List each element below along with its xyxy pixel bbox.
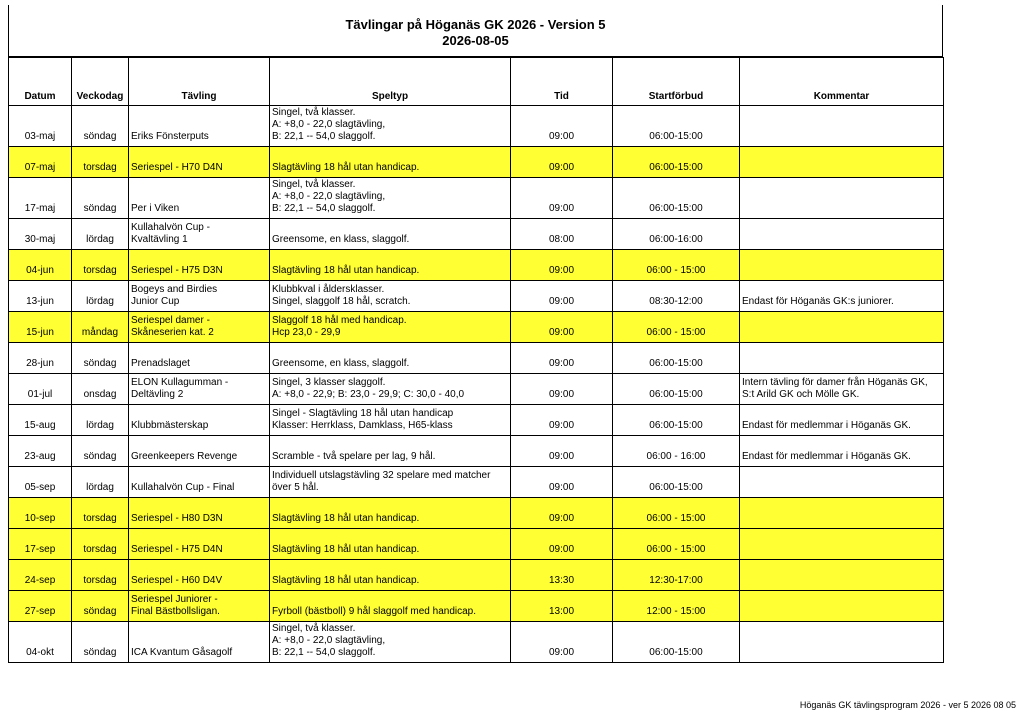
col-veckodag: Veckodag	[72, 58, 129, 106]
cell-tavling-line: Prenadslaget	[131, 358, 190, 369]
cell-tavling	[129, 281, 270, 312]
cell-tavling-line: Final Bästbollsligan.	[131, 606, 220, 617]
schedule-sheet	[8, 5, 943, 663]
table-row	[9, 405, 944, 436]
cell-tid: 09:00	[511, 436, 613, 467]
cell-datum: 23-aug	[9, 436, 72, 467]
table-row	[9, 250, 944, 281]
cell-kommentar-line: S:t Arild GK och Mölle GK.	[742, 389, 860, 400]
table-row	[9, 312, 944, 343]
cell-kommentar-line: Endast för Höganäs GK:s juniorer.	[742, 296, 894, 307]
cell-kommentar-line: Intern tävling för damer från Höganäs GK,	[742, 377, 928, 388]
cell-datum: 30-maj	[9, 219, 72, 250]
table-row	[9, 106, 944, 147]
cell-tavling	[129, 560, 270, 591]
cell-speltyp-line: B: 22,1 -- 54,0 slaggolf.	[272, 203, 376, 214]
cell-veckodag: lördag	[72, 281, 129, 312]
cell-speltyp	[270, 147, 511, 178]
cell-kommentar	[740, 343, 944, 374]
cell-kommentar	[740, 219, 944, 250]
cell-tavling-line: ELON Kullagumman -	[131, 377, 229, 388]
cell-startforbud: 06:00-15:00	[613, 622, 740, 663]
cell-veckodag: söndag	[72, 436, 129, 467]
cell-speltyp-line: Singel, två klasser.	[272, 107, 356, 118]
cell-tavling-line: Seriespel - H75 D3N	[131, 265, 223, 276]
table-row	[9, 560, 944, 591]
cell-speltyp	[270, 498, 511, 529]
cell-speltyp-line: Klasser: Herrklass, Damklass, H65-klass	[272, 420, 453, 431]
cell-datum: 07-maj	[9, 147, 72, 178]
cell-speltyp	[270, 312, 511, 343]
cell-startforbud: 06:00 - 16:00	[613, 436, 740, 467]
table-row	[9, 498, 944, 529]
cell-startforbud: 06:00-16:00	[613, 219, 740, 250]
cell-tavling	[129, 498, 270, 529]
cell-speltyp-line: Slagtävling 18 hål utan handicap.	[272, 544, 420, 555]
cell-speltyp	[270, 560, 511, 591]
cell-tavling	[129, 591, 270, 622]
cell-tavling	[129, 405, 270, 436]
col-speltyp: Speltyp	[270, 58, 511, 106]
cell-kommentar	[740, 106, 944, 147]
cell-tavling	[129, 250, 270, 281]
table-row	[9, 178, 944, 219]
cell-tavling-line: Skåneserien kat. 2	[131, 327, 214, 338]
table-row	[9, 591, 944, 622]
cell-tavling	[129, 106, 270, 147]
cell-speltyp	[270, 374, 511, 405]
cell-tavling	[129, 178, 270, 219]
cell-kommentar-line: Endast för medlemmar i Höganäs GK.	[742, 420, 911, 431]
cell-tavling	[129, 436, 270, 467]
cell-veckodag: torsdag	[72, 147, 129, 178]
cell-tid: 09:00	[511, 622, 613, 663]
cell-speltyp	[270, 178, 511, 219]
cell-tavling-line: Junior Cup	[131, 296, 180, 307]
sheet-header	[8, 5, 943, 57]
cell-tavling-line: Seriespel Juniorer -	[131, 594, 218, 605]
cell-datum: 05-sep	[9, 467, 72, 498]
cell-speltyp-line: Slagtävling 18 hål utan handicap.	[272, 513, 420, 524]
cell-tavling	[129, 219, 270, 250]
cell-speltyp-line: Klubbkval i åldersklasser.	[272, 284, 385, 295]
cell-speltyp	[270, 343, 511, 374]
sheet-date: 2026-08-05	[442, 33, 509, 48]
cell-startforbud: 06:00 - 15:00	[613, 312, 740, 343]
cell-speltyp-line: Slagtävling 18 hål utan handicap.	[272, 575, 420, 586]
cell-tavling	[129, 312, 270, 343]
cell-datum: 28-jun	[9, 343, 72, 374]
cell-tid: 08:00	[511, 219, 613, 250]
table-row	[9, 529, 944, 560]
cell-veckodag: söndag	[72, 178, 129, 219]
cell-tavling-line: Seriespel damer -	[131, 315, 210, 326]
cell-tid: 09:00	[511, 374, 613, 405]
cell-startforbud: 08:30-12:00	[613, 281, 740, 312]
cell-startforbud: 12:00 - 15:00	[613, 591, 740, 622]
table-row	[9, 467, 944, 498]
cell-speltyp-line: B: 22,1 -- 54,0 slaggolf.	[272, 647, 376, 658]
cell-tid: 13:00	[511, 591, 613, 622]
cell-datum: 15-jun	[9, 312, 72, 343]
cell-veckodag: söndag	[72, 591, 129, 622]
cell-tavling-line: Seriespel - H80 D3N	[131, 513, 223, 524]
cell-tid: 09:00	[511, 147, 613, 178]
cell-speltyp-line: Singel, två klasser.	[272, 623, 356, 634]
header-row	[9, 58, 944, 106]
cell-tavling-line: Per i Viken	[131, 203, 180, 214]
cell-tavling	[129, 147, 270, 178]
cell-tavling	[129, 529, 270, 560]
cell-startforbud: 06:00-15:00	[613, 467, 740, 498]
cell-kommentar	[740, 498, 944, 529]
schedule-table	[8, 57, 944, 663]
cell-tid: 13:30	[511, 560, 613, 591]
cell-tid: 09:00	[511, 498, 613, 529]
cell-tid: 09:00	[511, 250, 613, 281]
cell-kommentar	[740, 560, 944, 591]
cell-speltyp-line: A: +8,0 - 22,0 slagtävling,	[272, 191, 386, 202]
cell-veckodag: torsdag	[72, 529, 129, 560]
cell-datum: 15-aug	[9, 405, 72, 436]
cell-tavling-line: Seriespel - H70 D4N	[131, 162, 223, 173]
cell-startforbud: 06:00-15:00	[613, 178, 740, 219]
cell-speltyp-line: Fyrboll (bästboll) 9 hål slaggolf med handicap.	[272, 606, 476, 617]
cell-datum: 01-jul	[9, 374, 72, 405]
cell-speltyp-line: Slagtävling 18 hål utan handicap.	[272, 265, 420, 276]
cell-startforbud: 06:00-15:00	[613, 405, 740, 436]
cell-tid: 09:00	[511, 281, 613, 312]
cell-tavling-line: Kullahalvön Cup -	[131, 222, 210, 233]
table-row	[9, 343, 944, 374]
cell-speltyp	[270, 281, 511, 312]
cell-speltyp-line: A: +8,0 - 22,9; B: 23,0 - 29,9; C: 30,0 - 40,0	[272, 389, 465, 400]
cell-speltyp	[270, 436, 511, 467]
cell-tid: 09:00	[511, 343, 613, 374]
table-row	[9, 374, 944, 405]
cell-startforbud: 06:00 - 15:00	[613, 529, 740, 560]
cell-datum: 27-sep	[9, 591, 72, 622]
col-tid: Tid	[511, 58, 613, 106]
cell-speltyp	[270, 106, 511, 147]
cell-datum: 13-jun	[9, 281, 72, 312]
cell-speltyp	[270, 591, 511, 622]
cell-tavling	[129, 622, 270, 663]
cell-veckodag: torsdag	[72, 560, 129, 591]
cell-tid: 09:00	[511, 312, 613, 343]
cell-speltyp	[270, 219, 511, 250]
cell-speltyp-line: Slaggolf 18 hål med handicap.	[272, 315, 407, 326]
cell-startforbud: 06:00-15:00	[613, 106, 740, 147]
cell-speltyp-line: Greensome, en klass, slaggolf.	[272, 358, 410, 369]
cell-speltyp-line: A: +8,0 - 22,0 slagtävling,	[272, 635, 386, 646]
cell-speltyp-line: Singel, två klasser.	[272, 179, 356, 190]
cell-kommentar	[740, 436, 944, 467]
cell-kommentar-line: Endast för medlemmar i Höganäs GK.	[742, 451, 911, 462]
table-row	[9, 436, 944, 467]
cell-tid: 09:00	[511, 405, 613, 436]
cell-tid: 09:00	[511, 106, 613, 147]
cell-kommentar	[740, 374, 944, 405]
cell-veckodag: lördag	[72, 219, 129, 250]
cell-kommentar	[740, 281, 944, 312]
cell-kommentar	[740, 591, 944, 622]
col-startforbud: Startförbud	[613, 58, 740, 106]
table-row	[9, 147, 944, 178]
table-row	[9, 281, 944, 312]
table-row	[9, 622, 944, 663]
cell-tavling-line: ICA Kvantum Gåsagolf	[131, 647, 233, 658]
cell-speltyp-line: A: +8,0 - 22,0 slagtävling,	[272, 119, 386, 130]
cell-startforbud: 12:30-17:00	[613, 560, 740, 591]
cell-kommentar	[740, 147, 944, 178]
cell-veckodag: söndag	[72, 106, 129, 147]
cell-veckodag: torsdag	[72, 498, 129, 529]
cell-speltyp-line: Scramble - två spelare per lag, 9 hål.	[272, 451, 436, 462]
cell-veckodag: måndag	[72, 312, 129, 343]
col-kommentar: Kommentar	[740, 58, 944, 106]
cell-tid: 09:00	[511, 529, 613, 560]
cell-tid: 09:00	[511, 178, 613, 219]
cell-kommentar	[740, 312, 944, 343]
cell-kommentar	[740, 178, 944, 219]
cell-startforbud: 06:00 - 15:00	[613, 250, 740, 281]
cell-speltyp-line: Singel - Slagtävling 18 hål utan handicap	[272, 408, 454, 419]
cell-speltyp	[270, 250, 511, 281]
cell-tavling	[129, 374, 270, 405]
page-footer: Höganäs GK tävlingsprogram 2026 - ver 5 2026 08 05	[799, 700, 1016, 710]
cell-speltyp-line: Individuell utslagstävling 32 spelare med matcher	[272, 470, 491, 481]
cell-startforbud: 06:00-15:00	[613, 374, 740, 405]
cell-kommentar	[740, 529, 944, 560]
cell-veckodag: lördag	[72, 467, 129, 498]
col-tavling: Tävling	[129, 58, 270, 106]
cell-speltyp-line: Hcp 23,0 - 29,9	[272, 327, 341, 338]
cell-speltyp-line: över 5 hål.	[272, 482, 319, 493]
sheet-title: Tävlingar på Höganäs GK 2026 - Version 5	[345, 17, 606, 32]
cell-kommentar	[740, 405, 944, 436]
cell-tavling-line: Kvaltävling 1	[131, 234, 188, 245]
cell-tavling-line: Greenkeepers Revenge	[131, 451, 238, 462]
cell-tavling-line: Seriespel - H75 D4N	[131, 544, 223, 555]
cell-tavling-line: Eriks Fönsterputs	[131, 131, 209, 142]
cell-tavling-line: Kullahalvön Cup - Final	[131, 482, 235, 493]
cell-speltyp	[270, 467, 511, 498]
cell-kommentar	[740, 467, 944, 498]
cell-speltyp-line: Singel, slaggolf 18 hål, scratch.	[272, 296, 411, 307]
cell-speltyp-line: B: 22,1 -- 54,0 slaggolf.	[272, 131, 376, 142]
cell-datum: 04-jun	[9, 250, 72, 281]
cell-kommentar	[740, 250, 944, 281]
table-row	[9, 219, 944, 250]
cell-kommentar	[740, 622, 944, 663]
col-datum: Datum	[9, 58, 72, 106]
cell-veckodag: söndag	[72, 622, 129, 663]
cell-tavling-line: Bogeys and Birdies	[131, 284, 218, 295]
cell-datum: 17-sep	[9, 529, 72, 560]
cell-veckodag: onsdag	[72, 374, 129, 405]
cell-tavling	[129, 343, 270, 374]
cell-tavling-line: Klubbmästerskap	[131, 420, 209, 431]
cell-startforbud: 06:00-15:00	[613, 343, 740, 374]
cell-tavling-line: Deltävling 2	[131, 389, 184, 400]
cell-datum: 24-sep	[9, 560, 72, 591]
cell-speltyp-line: Slagtävling 18 hål utan handicap.	[272, 162, 420, 173]
cell-startforbud: 06:00 - 15:00	[613, 498, 740, 529]
cell-tid: 09:00	[511, 467, 613, 498]
cell-startforbud: 06:00-15:00	[613, 147, 740, 178]
cell-datum: 10-sep	[9, 498, 72, 529]
cell-speltyp	[270, 405, 511, 436]
cell-veckodag: torsdag	[72, 250, 129, 281]
cell-datum: 17-maj	[9, 178, 72, 219]
cell-speltyp-line: Singel, 3 klasser slaggolf.	[272, 377, 386, 388]
cell-speltyp	[270, 622, 511, 663]
cell-veckodag: söndag	[72, 343, 129, 374]
cell-datum: 03-maj	[9, 106, 72, 147]
cell-datum: 04-okt	[9, 622, 72, 663]
cell-tavling	[129, 467, 270, 498]
cell-tavling-line: Seriespel - H60 D4V	[131, 575, 223, 586]
cell-speltyp-line: Greensome, en klass, slaggolf.	[272, 234, 410, 245]
cell-veckodag: lördag	[72, 405, 129, 436]
cell-speltyp	[270, 529, 511, 560]
